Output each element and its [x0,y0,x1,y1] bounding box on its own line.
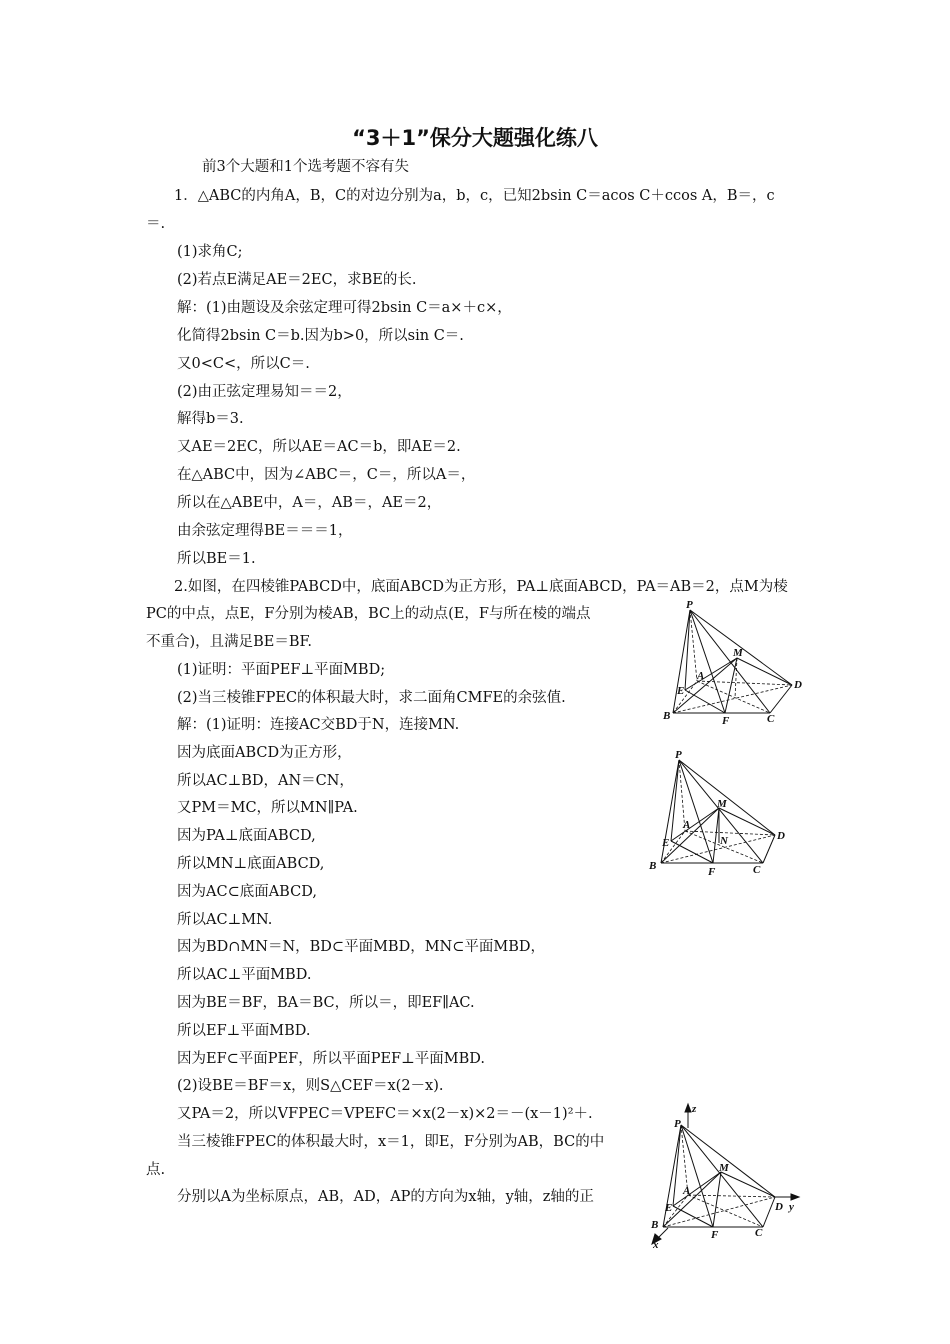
text-line: 因为PA⊥底面ABCD, [177,828,316,844]
text-line: 不重合)，且满足BE＝BF. [146,634,312,650]
label-P: P [674,1118,681,1130]
text-line: 点. [146,1162,166,1178]
text-line: 分别以A为坐标原点，AB，AD，AP的方向为x轴，y轴，z轴的正 [177,1189,594,1205]
text-line: 又PM＝MC，所以MN∥PA. [177,800,358,816]
label-E: E [677,685,685,697]
text-line: 又0<C<，所以C＝. [177,356,310,372]
label-A: A [697,670,705,682]
label-C: C [755,1227,763,1239]
text-line: 所以AC⊥BD，AN＝CN， [177,773,354,789]
text-line: PC的中点，点E，F分别为棱AB，BC上的动点(E，F与所在棱的端点 [146,606,591,622]
text-line: 因为EF⊂平面PEF，所以平面PEF⊥平面MBD. [177,1051,485,1067]
label-E: E [662,837,670,849]
text-line: 又PA＝2，所以VFPEC＝VPEFC＝×x(2－x)×2＝－(x－1)²＋. [177,1106,593,1122]
text-line: 因为BE＝BF，BA＝BC，所以＝，即EF∥AC. [177,995,475,1011]
text-line: (2)若点E满足AE＝2EC，求BE的长. [177,272,417,288]
text-line: 所以BE＝1. [177,551,256,567]
text-line: 因为BD∩MN＝N，BD⊂平面MBD，MN⊂平面MBD， [177,939,546,955]
text-line: 所以在△ABE中，A＝，AB＝，AE＝2， [177,495,442,511]
text-line: 解：(1)证明：连接AC交BD于N，连接MN. [177,717,460,733]
text-line: 当三棱锥FPEC的体积最大时，x＝1，即E，F分别为AB，BC的中 [177,1134,605,1150]
label-x: x [653,1239,659,1250]
pyramid-figure-3 [643,1100,813,1250]
text-line: (1)证明：平面PEF⊥平面MBD; [177,662,386,678]
text-line: 2.如图，在四棱锥PABCD中，底面ABCD为正方形，PA⊥底面ABCD，PA＝AB＝2，点M为棱 [174,579,788,595]
label-P: P [686,599,693,611]
label-A: A [683,1185,691,1197]
text-line: 1．△ABC的内角A，B，C的对边分别为a，b，c，已知2bsin C＝acos C＋ccos A，B＝，c [174,188,775,204]
subtitle-line: 前3个大题和1个选考题不容有失 [202,159,409,175]
label-F: F [708,866,716,878]
text-line: 解得b＝3. [177,411,244,427]
pyramid-figure-1 [655,598,815,728]
label-E: E [665,1202,673,1214]
label-M: M [733,647,743,659]
label-z: z [692,1103,697,1115]
label-M: M [719,1162,729,1174]
text-line: 所以MN⊥底面ABCD, [177,856,325,872]
text-line: 由余弦定理得BE＝＝＝1， [177,523,353,539]
label-B: B [663,710,671,722]
text-line: 又AE＝2EC，所以AE＝AC＝b，即AE＝2. [177,439,461,455]
page-title: “3＋1”保分大题强化练八 [352,126,598,150]
label-D: D [775,1201,783,1213]
label-C: C [767,713,775,725]
text-line: (2)由正弦定理易知＝＝2， [177,384,352,400]
label-D: D [794,679,802,691]
label-y: y [789,1201,794,1213]
pyramid-figure-2 [643,748,803,880]
text-line: ＝. [146,216,166,232]
label-F: F [711,1229,719,1241]
text-line: (2)当三棱锥FPEC的体积最大时，求二面角CMFE的余弦值. [177,690,566,706]
label-D: D [777,830,785,842]
text-line: 所以AC⊥MN. [177,912,273,928]
label-C: C [753,864,761,876]
text-line: 因为AC⊂底面ABCD, [177,884,317,900]
text-line: 因为底面ABCD为正方形， [177,745,352,761]
text-line: 化简得2bsin C＝b.因为b>0，所以sin C＝. [177,328,464,344]
label-B: B [649,860,657,872]
text-line: (1)求角C; [177,244,243,260]
text-line: 在△ABC中，因为∠ABC＝，C＝，所以A＝， [177,467,476,483]
label-M: M [717,798,727,810]
label-A: A [683,819,691,831]
label-P: P [675,749,682,761]
text-line: 所以EF⊥平面MBD. [177,1023,311,1039]
text-line: 所以AC⊥平面MBD. [177,967,312,983]
label-F: F [722,715,730,727]
label-N: N [720,835,728,847]
label-B: B [651,1219,659,1231]
text-line: (2)设BE＝BF＝x，则S△CEF＝x(2－x). [177,1078,444,1094]
text-line: 解：(1)由题设及余弦定理可得2bsin C＝a×＋c×， [177,300,512,316]
